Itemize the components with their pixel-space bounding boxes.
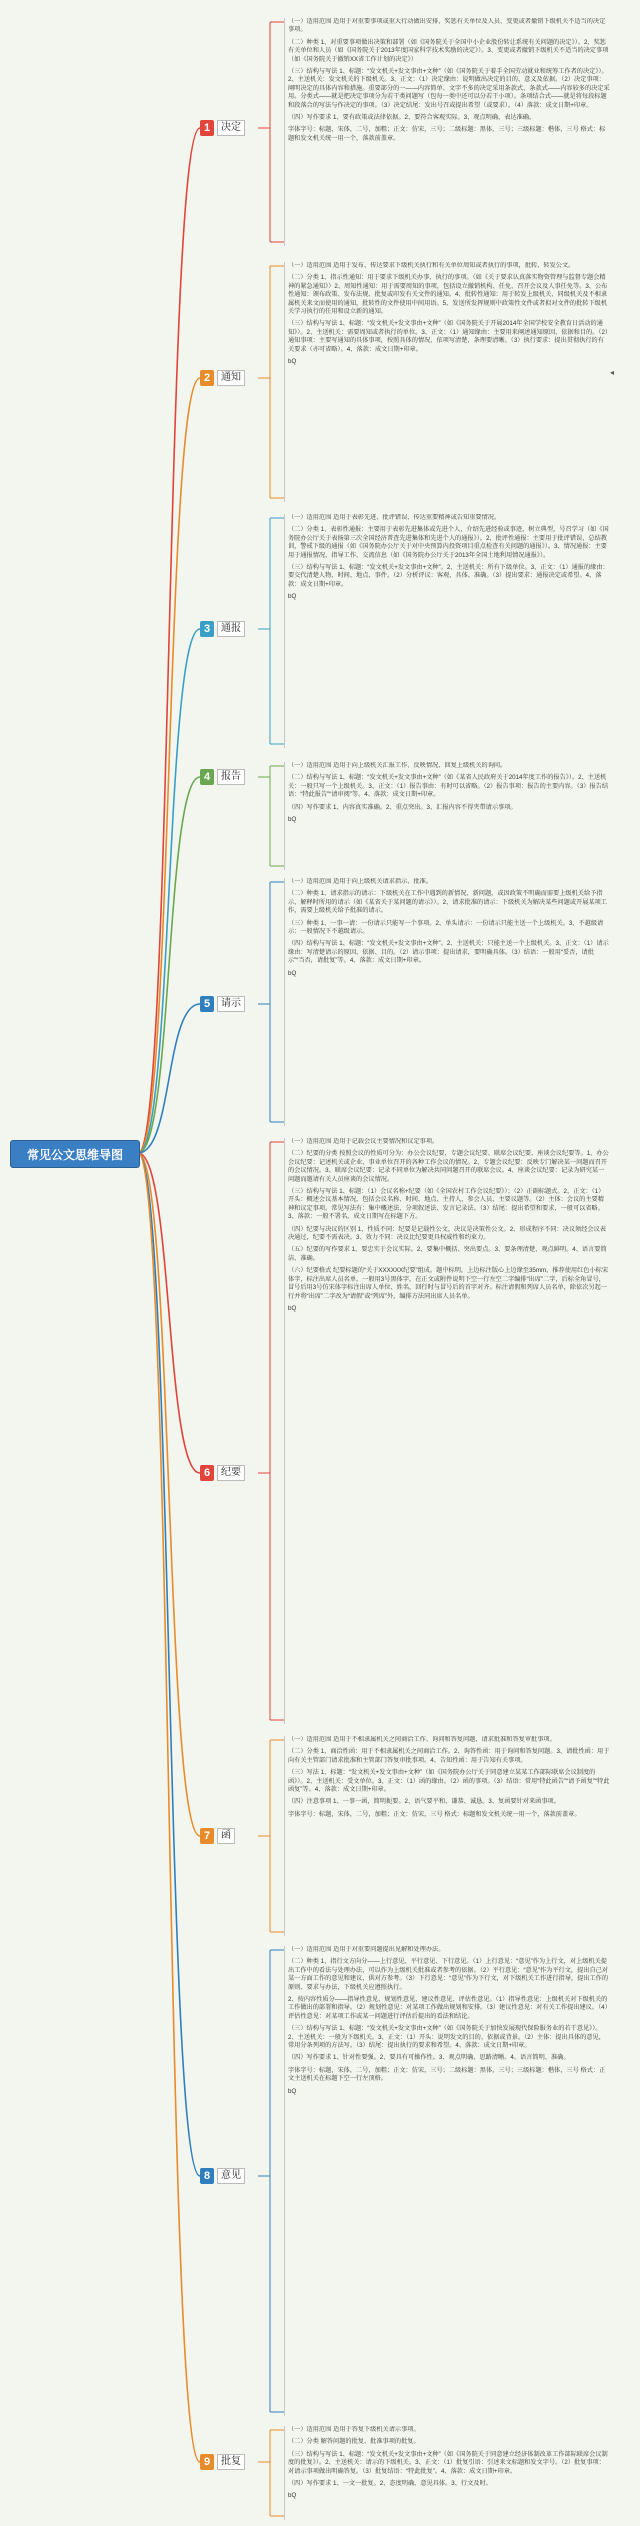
detail-paragraph: bQ [288,816,297,824]
branch-node-6[interactable] [200,1464,258,1482]
detail-paragraph: （一）适用范围 适用于表彰先进、批评错误、传达重要精神或告知重要情况。 [288,514,501,521]
detail-paragraph: （三）结构与写法 1、标题：“发文机关+发文事由+文种”（如《国务院关于着手全国劳动就业和统筹工作者的决定》）。2、主送机关：发文机关的下级机关。3、正文：（1）决定缘由：说明做出决定的目的、意义及依据。（2）决定事项：阐明决定的具体内容和措施。重要部分的一——内容简单、文字不多的决定采用条款式、条款式——内容较多的决定采用。分类式——就是把决定事项分为若干类问题写（包每一类中还可以分若干小项）。条项结合式——就是将每段标题和段落合的写法与作决定的事项。（3）决定结尾：发出号召或提出希望（或要求）。（4）落款：成文日期+印章。 [288,68,610,109]
detail-paragraph: （二）结构与写法 1、标题：“发文机关+发文事由+文种”（如《某省人民政府关于2014年度工作的报告》）。2、主送机关：一般只写一个上级机关。3、正文：（1）报告事由：有时可以省略。（2）报告事项：报告的主要内容。（3）报告结语：“特此报告”“请审阅”等。4、落款：成文日期+印章。 [288,774,609,799]
branch-label: 报告 [217,769,245,785]
branch-number: 1 [200,120,214,136]
connector-detail-3 [258,518,284,744]
connector-detail-9 [258,2430,284,2516]
detail-paragraph: bQ [288,593,297,601]
branch-detail-6 [284,1138,610,1724]
detail-paragraph: （一）适用范围 适用于记载会议主要情况和议定事项。 [288,1138,439,1145]
connector-root-9 [138,1153,200,2462]
branch-number: 9 [200,2454,214,2470]
detail-paragraph: （二）种类 1、请求指示的请示：下级机关在工作中遇到的新情况、新问题，或因政策不明确而需要上级机关给予指示、解释时所用的请示（如《某省关于某问题的请示》）。2、请求批准的请示：下级机关为解决某些问题或开展某项工作，需要上级机关给予批准的请示。 [288,890,607,915]
connector-detail-1 [258,22,284,242]
detail-paragraph: （三）结构与写法 1、标题：“发文机关+发文事由+文种”（如《国务院关于加快发展现代保险服务业的若干意见》）。2、主送机关：一般为下级机关。3、正文：（1）开头：说明发文的目的、依据或背景。（2）主体：提出具体的意见，常用分条列项的方法写。（3）结尾：提出执行的要求和希望。4、落款：成文日期+印章。 [288,2025,605,2050]
detail-paragraph: （一）适用范围 适用于不相隶属机关之间商洽工作、询问和答复问题、请求批准和答复审批事项。 [288,1736,556,1743]
branch-label: 通报 [217,621,245,637]
branch-label: 决定 [217,120,245,136]
detail-paragraph: （三）结构与写法 1、标题：（1）会议名称+纪要（如《全国农村工作会议纪要》）；（2）正副标题式。2、正文：（1）开头：概述会议基本情况，包括会议名称、时间、地点、主持人、参会人员、主要议题等。（2）主体：会议的主要精神和议定事项。常见写法有：集中概述法、分项叙述法、发言记录法。（3）结尾：提出希望和要求，一般可以省略。3、落款：一般不署名，成文日期写在标题下方。 [288,1188,605,1221]
connector-detail-6 [258,1142,284,1720]
detail-paragraph: （四）写作要求 1、要有政策或法律依据。2、要符合客观实际。3、观点明确、表达准确。 [288,114,536,122]
detail-paragraph: （二）种类 1、对重要事项做出决策和部署（如《国务院关于全国中小企业股份转让系统有关问题的决定》）。2、奖惩有关单位和人员（如《国务院关于2013年度国家科学技术奖励的决定》）。3、变更或者撤销下级机关不适当的决定事项（如《国务院关于撤销XX省工作计划的决定》） [288,38,609,63]
collapse-arrow-icon[interactable]: ◂ [610,368,615,377]
detail-paragraph: 字体字号：标题，宋体，二号，加粗；正文：仿宋，三号 格式：标题和发文机关统一用一个，落款前盖章。 [288,1810,581,1818]
branch-number: 3 [200,621,214,637]
detail-paragraph: （二）分类 1、商洽性函：用于不相隶属机关之间商洽工作。2、询答性函：用于询问和答复问题。3、请批性函：用于向有关主管部门请求批准和主管部门答复审批事项。4、告知性函：用于告知有关事项。 [288,1748,610,1764]
connector-detail-4 [258,766,284,866]
detail-paragraph: （三）种类 1、一事一请：一份请示只能写一个事项。2、单头请示：一份请示只能主送一个上级机关。3、不越级请示：一般情况下不越级请示。 [288,919,604,936]
detail-paragraph: （三）结构与写法 1、标题：“发文机关+发文事由+文种”（如《国务院关于开展2014年全国学校安全教育日活动的通知》）。2、主送机关：需要周知或者执行的单位。3、正文：（1）通知缘由：主要用来阐述通知原因、依据和目的。（2）通知事项：主要写通知的具体事项，按照具体的情况，依项写清楚，条理要清晰。（3）执行要求：提出贯彻执行的有关要求（亦可省略）。4、落款：成文日期+印章。 [288,320,609,353]
branch-label: 意见 [217,2168,245,2184]
detail-paragraph: （二）纪要的分类 按照会议的性质可分为：办公会议纪要、专题会议纪要、联席会议纪要、座谈会议纪要等。1、办公会议纪要：记述机关或企业、事业单位召开的各种工作会议的情况。2、专题会议纪要：反映专门解决某一问题而召开的会议情况。3、联席会议纪要：记录不同单位为解决共同问题召开的联席会议。4、座谈会议纪要：记录为研究某一问题而邀请有关人员座谈的会议情况。 [288,1150,609,1183]
connector-root-7 [138,1153,200,1836]
connector-detail-2 [258,266,284,498]
detail-paragraph: 字体字号：标题，宋体，二号，加粗；正文：仿宋，三号；二级标题：黑体，三号；三级标题：楷体，三号 格式：正文主送机关在标题下空一行左顶格。 [288,2066,606,2083]
connector-detail-5 [258,882,284,1122]
branch-detail-8 [284,1946,610,2416]
detail-paragraph: 字体字号：标题，宋体，二号，加粗；正文：仿宋，三号；二级标题：黑体，三号；三级标题：楷体，三号 格式：标题和发文机关统一用一个，落款前盖章。 [288,126,606,142]
detail-paragraph: （四）写作要求 1、针对性要强。2、要具有可操作性。3、观点明确、思路清晰。4、语言简明、准确。 [288,2054,570,2062]
connector-root-2 [138,378,200,1153]
detail-paragraph: bQ [288,1304,297,1312]
branch-detail-7 [284,1736,610,1936]
branch-node-5[interactable] [200,995,258,1013]
detail-paragraph: （三）写法 1、标题：“发文机关+发文事由+文种”（如《国务院办公厅关于同意建立某某工作部际联席会议制度的函》）。2、主送机关：受文单位。3、正文：（1）函的缘由。（2）函的事项。（3）结语：常用“特此函告”“请予函复”“特此函复”等。4、落款：成文日期+印章。 [288,1769,610,1794]
connector-detail-8 [258,1950,284,2412]
connector-root-4 [138,777,200,1153]
detail-paragraph: bQ [288,2087,297,2095]
detail-paragraph: （二）分类 1、表彰性通报：主要用于表彰先进集体或先进个人，介绍先进经验或事迹，树立典型，号召学习（如《国务院办公厅关于表扬第三次全国经济普查先进集体和先进个人的通报》）。2、批评性通报：主要用于批评错误，总结教训，警戒下级的通报（如《国务院办公厅关于对中央预算内投资项目重点检查有关问题的通报》）。3、情况通报：主要用于通报情况，指导工作、交流信息（如《国务院办公厅关于2013年全国土地利用情况通报》）。 [288,526,609,559]
detail-paragraph: （三）结构与写法 1、标题：“发文机关+发文事由+文种”（如《国务院关于同意建立经济体制改革工作部际联席会议制度的批复》）。2、主送机关：请示的下级机关。3、正文：（1）批复引语：引述来文标题和发文字号。（2）批复事项：对请示事项做出明确答复。（3）批复结语：“特此批复”。4、落款：成文日期+印章。 [288,2450,608,2475]
branch-label: 通知 [217,370,245,386]
branch-label: 函 [217,1828,235,1844]
detail-paragraph: （四）注意事项 1、一事一函，简明扼要。2、语气要平和、谦恭、诚恳。3、复函要针对来函事项。 [288,1798,560,1806]
branch-number: 5 [200,996,214,1012]
root-topic[interactable]: 常见公文思维导图 [10,1140,140,1168]
branch-node-2[interactable] [200,369,258,387]
detail-paragraph: （一）适用范围 适用于发布、传达要求下级机关执行和有关单位周知或者执行的事项，批转、转发公文。 [288,262,575,269]
branch-label: 批复 [217,2454,245,2470]
branch-number: 6 [200,1465,214,1481]
detail-paragraph: bQ [288,358,297,366]
detail-paragraph: （一）适用范围 适用于对重要问题提出见解和处理办法。 [288,1946,445,1953]
detail-paragraph: （二）分类 1、指示性通知：用于要求下级机关办事、执行的事项。（如《关于要求认真落实物资管理与监督专题会精神的紧急通知》）2、周知性通知：用于需要周知的事项，包括设立撤销机构、任免、召开会议及人事任免等。3、公布性通知：颁布政策、发布法规、批复或印发有关文件的通知。4、批转性通知：用于转发上级机关、同级机关及不相隶属机关来文而使用的通知，批转性的文件使用中间用语。5、发送所发挥规则中政策性文件或者拟对文件的批转下级机关学习执行的任用和设立新的通知。 [288,274,608,316]
branch-number: 7 [200,1828,214,1844]
connector-detail-7 [258,1740,284,1932]
branch-node-3[interactable] [200,620,258,638]
branch-detail-9 [284,2426,610,2520]
detail-paragraph: bQ [288,969,297,977]
detail-paragraph: （一）适用范围 适用于向上级机关汇报工作、反映情况、回复上级机关的询问。 [288,762,507,769]
branch-node-8[interactable] [200,2167,258,2185]
branch-label: 纪要 [217,1465,245,1481]
detail-paragraph: bQ [288,2492,297,2500]
branch-node-4[interactable] [200,768,258,786]
branch-detail-2 [284,262,610,502]
branch-node-7[interactable] [200,1827,258,1845]
branch-detail-5 [284,878,610,1126]
branch-detail-4 [284,762,610,870]
branch-label: 请示 [217,996,245,1012]
detail-paragraph: （一）适用范围 适用于对重要事项或重大行动做出安排、奖惩有关单位及人员、变更或者撤销下级机关不适当的决定事项。 [288,18,606,34]
branch-number: 2 [200,370,214,386]
detail-paragraph: （三）结构与写法 1、标题：“发文机关+发文事由+文种”。2、主送机关：所有下级单位。3、正文：（1）通报的缘由：要交代清楚人物、时间、地点、事件。（2）分析评议：客观、具体、准确。（3）提出要求：通报决定或希望。4、落款：成文日期+印章。 [288,564,609,588]
detail-paragraph: （四）结构与写法 1、标题：“发文机关+发文事由+文种”。2、主送机关：只能主送一个上级机关。3、正文：（1）请示缘由：写清楚请示的原因、依据、目的。（2）请示事项：提出请求，要明确具体。（3）结语：一般用“妥否，请批示”“当否，请批复”等。4、落款：成文日期+印章。 [288,940,609,965]
detail-paragraph: （一）适用范围 适用于答复下级机关请示事项。 [288,2426,420,2433]
branch-node-1[interactable] [200,119,258,137]
detail-paragraph: （一）适用范围 适用于向上级机关请求指示、批准。 [288,878,433,885]
detail-paragraph: （四）纪要与决议的区别 1、性质不同：纪要是记载性公文，决议是决策性公文。2、形成程序不同：决议须经会议表决通过，纪要不需表决。3、效力不同：决议比纪要更具权威性和约束力。 [288,1225,606,1242]
detail-paragraph: 2、按内容性质分——指导性意见、规划性意见、建议性意见、评估性意见。（1）指导性意见：上级机关对下级机关的工作做出的部署和指导。（2）规划性意见：对某项工作做出规划和安排。（3）建议性意见：对有关工作提出建议。（4）评估性意见：对某项工作或某一问题进行评估后提出的看法和结论。 [288,1996,608,2020]
detail-paragraph: （二）分类 解答问题的批复、批准事项的批复。 [288,2438,420,2446]
detail-paragraph: （六）纪要格式 纪要标题的“关于XXXXXX纪要”组成。题中标明，上边标注版心上边缘至35mm，推荐使用红色小标宋体字，标注出席人员名单，一般用3号黑体字，在正文或附件说明下空一行左空二字编排“出席”二字，后标全角冒号，冒号后用3号仿宋体字标注出席人单位、姓名，回行时与冒号后的首字对齐。标注请假和列席人员名单，除依次另起一行并将“出席”二字改为“请假”或“列席”外，编排方法同出席人员名单。 [288,1267,609,1300]
branch-detail-1 [284,18,610,246]
branch-node-9[interactable] [200,2453,258,2471]
detail-paragraph: （四）写作要求 1、内容真实准确。2、重点突出。3、汇报内容不得夹带请示事项。 [288,803,517,811]
detail-paragraph: （五）纪要的写作要求 1、要忠实于会议实际。2、要集中概括、突出要点。3、要条理清楚、观点鲜明。4、语言要简洁、准确。 [288,1246,607,1262]
branch-number: 4 [200,769,214,785]
detail-paragraph: （二）种类 1、指行文方向分——上行意见、平行意见、下行意见。（1）上行意见：“意见”作为上行文，对上级机关提出工作中的看法与处理办法，可以作为上级机关批准或者参考的依据。（2）平行意见：“意见”作为平行文，提出自己对某一方面工作的意见和建议，供对方参考。（3）下行意见：“意见”作为下行文，对下级机关工作进行指导，提出工作的原则、要求与办法，下级机关应遵照执行。 [288,1958,609,1991]
detail-paragraph: （四）写作要求 1、一文一批复。2、态度明确、意见具体。3、行文及时。 [288,2480,492,2488]
connector-root-1 [138,128,200,1153]
branch-detail-3 [284,514,610,748]
connector-root-6 [138,1153,200,1473]
branch-number: 8 [200,2168,214,2184]
